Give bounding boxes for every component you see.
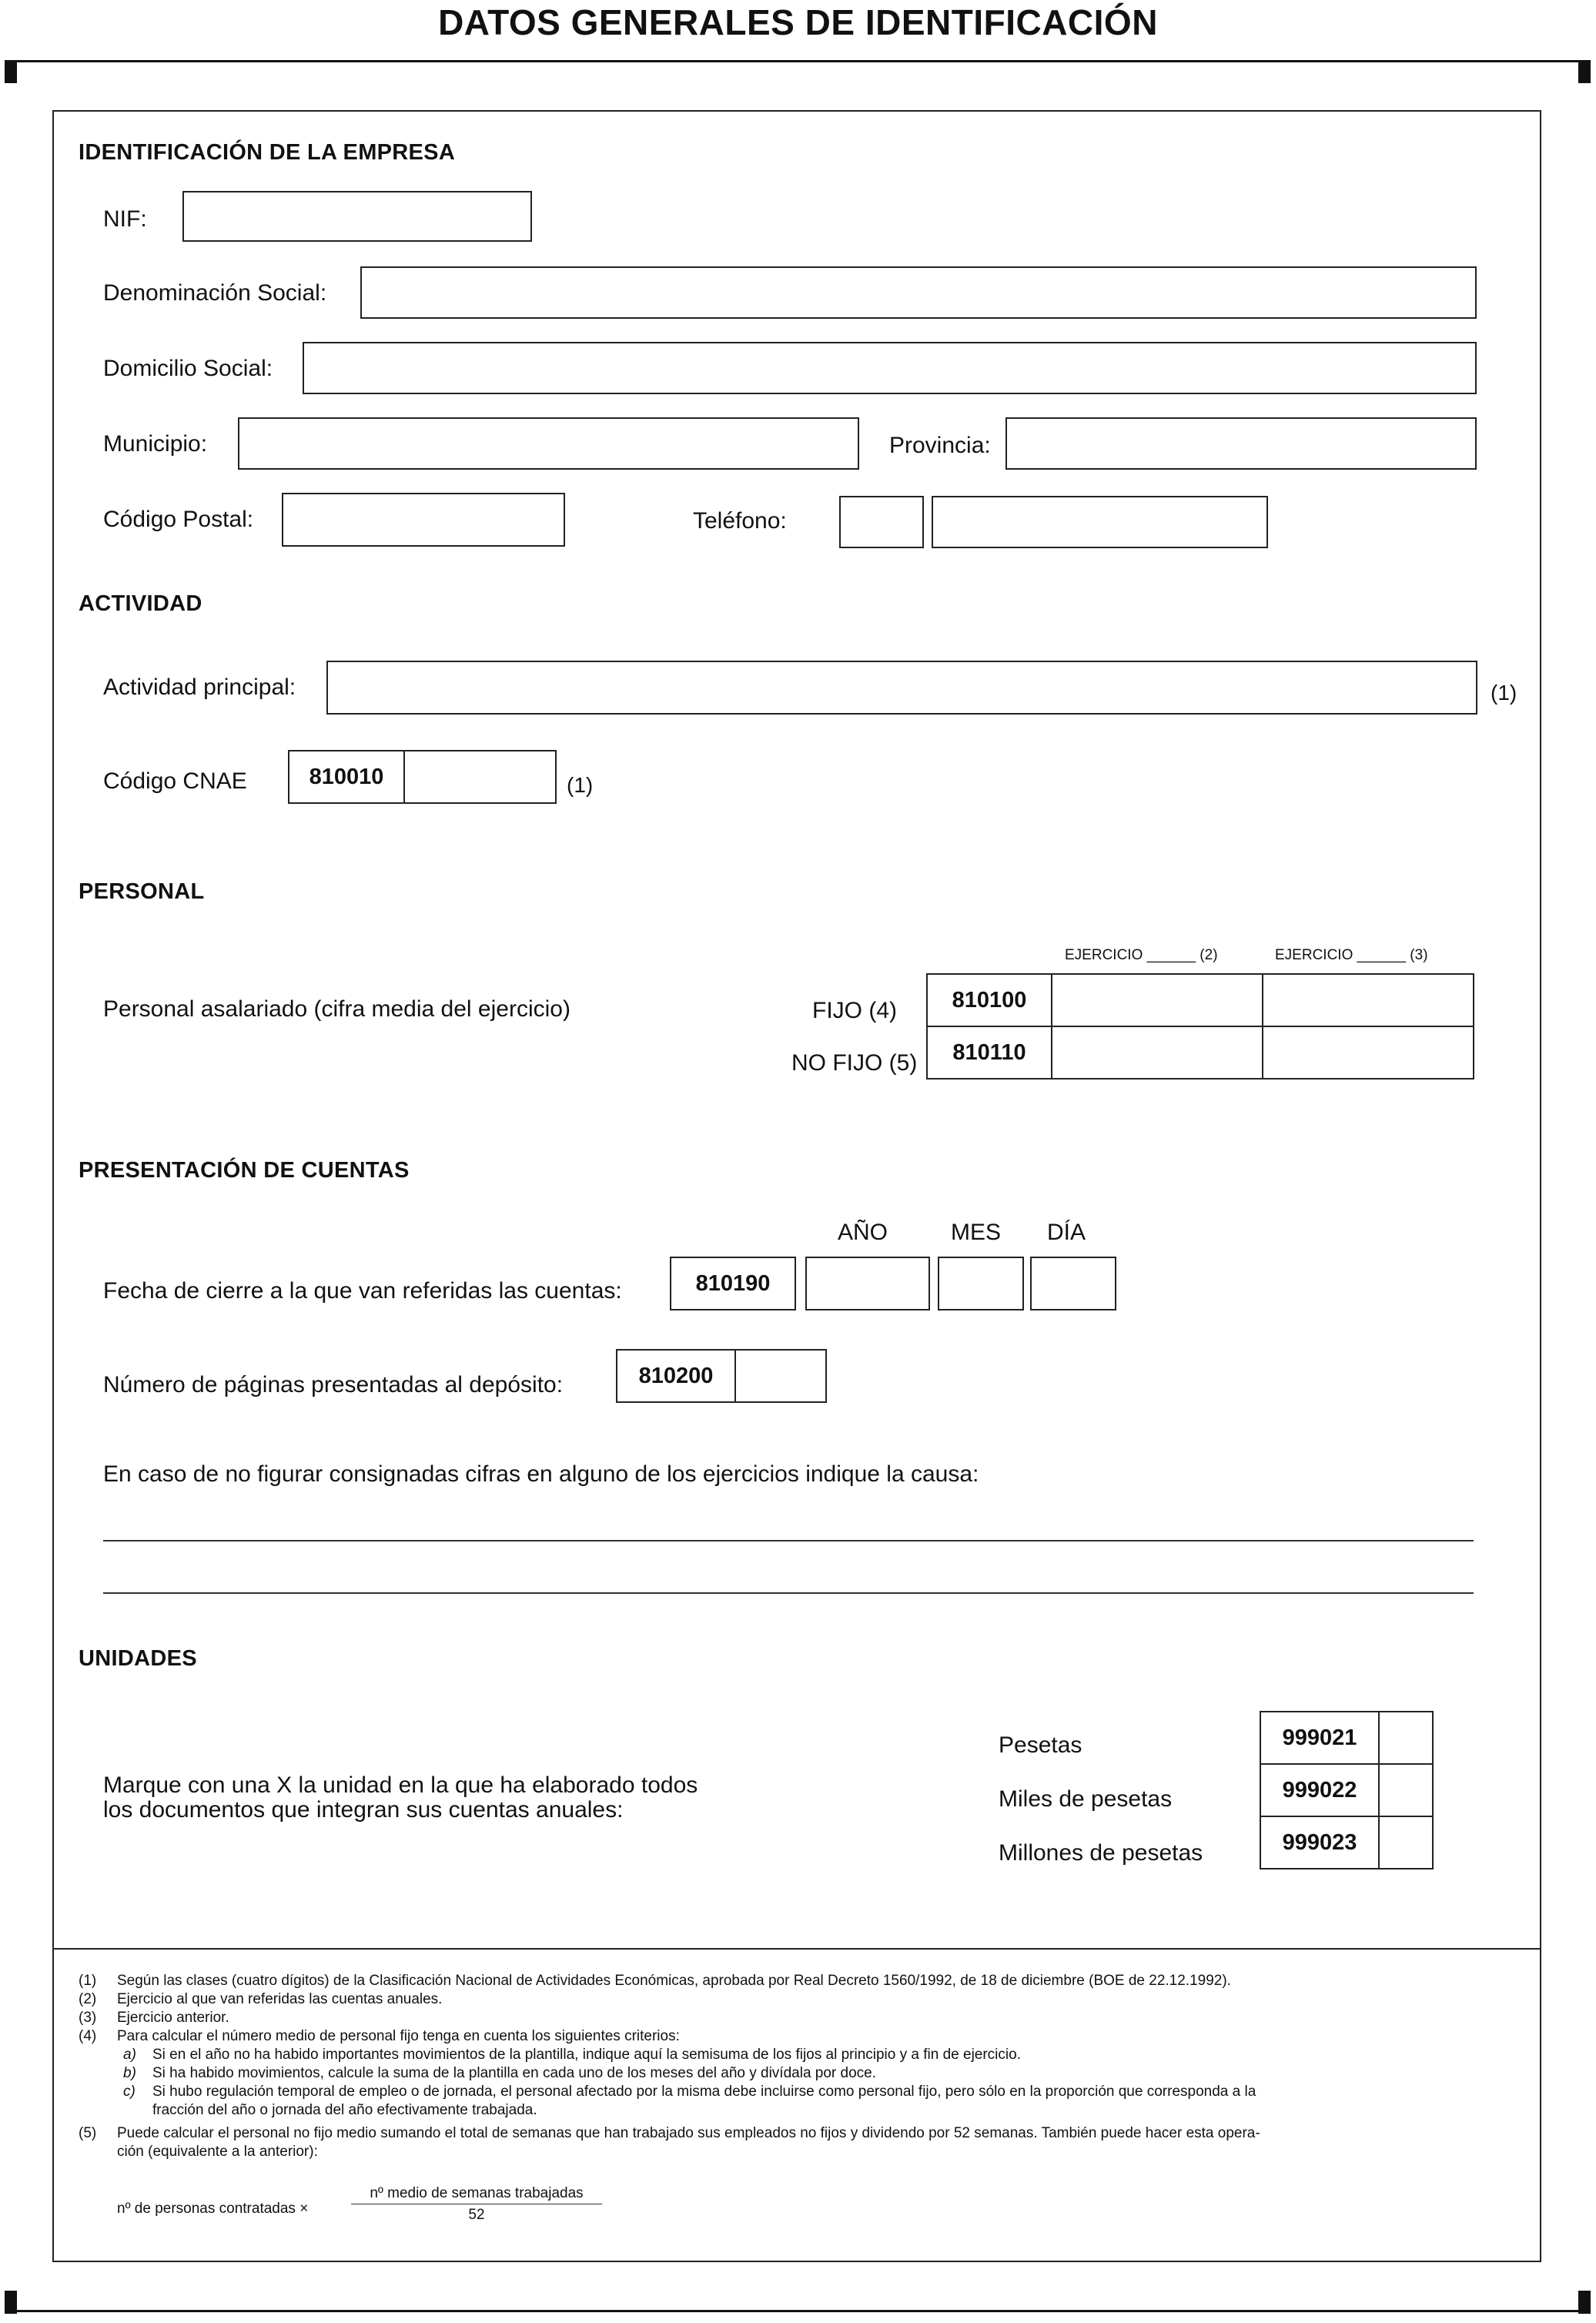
note-1-number: (1) [79,1973,97,1989]
fecha-cierre-label: Fecha de cierre a la que van referidas las cuentas: [103,1278,622,1304]
municipio-label: Municipio: [103,431,208,457]
corner-mark [5,2291,17,2314]
telefono-prefix-field[interactable] [839,496,924,548]
miles-label: Miles de pesetas [999,1786,1173,1812]
note-1-text: Según las clases (cuatro dígitos) de la Clasificación Nacional de Actividades Económicas, aprobada por Real Decreto 1560/1992, de 18 de diciembre (BOE de 22.12.1992). [117,1973,1231,1989]
fijo-label: FIJO (4) [812,998,897,1023]
note-4c-text-line-1: Si hubo regulación temporal de empleo o de jornada, el personal afectado por la misma debe incluirse como personal fijo, pero sólo en la proporción que corresponda a la [152,2084,1256,2100]
note-4b-text: Si ha habido movimientos, calcule la suma de la plantilla en cada uno de los meses del año y divídala por doce. [152,2065,877,2081]
corner-mark [1578,60,1591,83]
note-5-text-line-1: Puede calcular el personal no fijo medio sumando el total de semanas que han trabajado sus empleados no fijos y dividendo por 52 semanas. También puede hacer esta opera- [117,2125,1260,2141]
note-2-text: Ejercicio al que van referidas las cuentas anuales. [117,1991,443,2007]
telefono-label: Teléfono: [693,508,787,534]
codigo-postal-label: Código Postal: [103,507,254,532]
page-title: DATOS GENERALES DE IDENTIFICACIÓN [438,2,1158,42]
provincia-field[interactable] [1005,417,1477,470]
dia-header: DÍA [1047,1220,1086,1245]
fecha-mes-field[interactable] [938,1257,1024,1310]
provincia-label: Provincia: [889,433,991,458]
municipio-field[interactable] [238,417,859,470]
actividad-principal-field[interactable] [326,661,1477,715]
denominacion-label: Denominación Social: [103,280,327,306]
corner-mark [1578,2291,1591,2314]
millones-checkbox[interactable] [1378,1816,1434,1869]
nofijo-code: 810110 [926,1026,1052,1079]
note-4-text: Para calcular el número medio de personal fijo tenga en cuenta los siguientes criterios: [117,2028,680,2044]
formula-numerator: nº medio de semanas trabajadas [370,2185,584,2201]
note-3-number: (3) [79,2010,97,2026]
actividad-principal-label: Actividad principal: [103,674,296,700]
notes-divider [52,1948,1541,1950]
millones-label: Millones de pesetas [999,1840,1203,1866]
personal-asalariado-label: Personal asalariado (cifra media del ejercicio) [103,996,570,1022]
causa-line-1[interactable] [103,1540,1474,1541]
note-4c-text-line-2: fracción del año o jornada del año efectivamente trabajada. [152,2102,537,2118]
miles-checkbox[interactable] [1378,1763,1434,1817]
nofijo-label: NO FIJO (5) [791,1050,918,1076]
note-5-number: (5) [79,2125,97,2141]
cnae-label: Código CNAE [103,768,247,794]
section-heading-empresa: IDENTIFICACIÓN DE LA EMPRESA [79,140,456,165]
note-5-text-line-2: ción (equivalente a la anterior): [117,2144,318,2160]
causa-label: En caso de no figurar consignadas cifras en alguno de los ejercicios indique la causa: [103,1461,979,1487]
millones-code: 999023 [1260,1816,1380,1869]
section-heading-actividad: ACTIVIDAD [79,591,202,616]
codigo-postal-field[interactable] [282,493,565,547]
unidades-instruction-line-2: los documentos que integran sus cuentas anuales: [103,1797,624,1823]
fijo-code: 810100 [926,973,1052,1027]
note-3-text: Ejercicio anterior. [117,2010,229,2026]
pesetas-code: 999021 [1260,1711,1380,1765]
fecha-dia-field[interactable] [1030,1257,1116,1310]
telefono-number-field[interactable] [932,496,1268,548]
unidades-instruction-line-1: Marque con una X la unidad en la que ha elaborado todos [103,1772,698,1798]
section-heading-personal: PERSONAL [79,879,205,904]
numero-paginas-label: Número de páginas presentadas al depósito: [103,1372,564,1397]
cnae-note-ref: (1) [567,773,594,797]
numero-paginas-code: 810200 [616,1349,736,1403]
nofijo-ejercicio-anterior-field[interactable] [1262,1026,1474,1079]
formula-left: nº de personas contratadas × [117,2201,309,2217]
note-4a-letter: a) [123,2047,136,2063]
note-4b-letter: b) [123,2065,136,2081]
miles-code: 999022 [1260,1763,1380,1817]
note-4c-letter: c) [123,2084,136,2100]
numero-paginas-field[interactable] [734,1349,827,1403]
pesetas-label: Pesetas [999,1732,1082,1758]
causa-line-2[interactable] [103,1592,1474,1594]
note-2-number: (2) [79,1991,97,2007]
ejercicio-anterior-header: EJERCICIO ______ (3) [1275,947,1428,963]
note-4-number: (4) [79,2028,97,2044]
fijo-ejercicio-anterior-field[interactable] [1262,973,1474,1027]
formula-denominator: 52 [468,2207,485,2223]
mes-header: MES [951,1220,1002,1245]
anio-header: AÑO [838,1220,888,1245]
nofijo-ejercicio-actual-field[interactable] [1051,1026,1263,1079]
actividad-note-ref: (1) [1491,681,1517,705]
cnae-code: 810010 [288,750,405,804]
fecha-anio-field[interactable] [805,1257,930,1310]
pesetas-checkbox[interactable] [1378,1711,1434,1765]
corner-mark [5,60,17,83]
denominacion-field[interactable] [360,266,1477,319]
fecha-cierre-code: 810190 [670,1257,796,1310]
cnae-field[interactable] [403,750,557,804]
domicilio-label: Domicilio Social: [103,356,273,381]
section-heading-unidades: UNIDADES [79,1646,197,1671]
note-4a-text: Si en el año no ha habido importantes movimientos de la plantilla, indique aquí la semisuma de los fijos al principio y a fin de ejercicio. [152,2047,1021,2063]
nif-field[interactable] [182,191,532,242]
domicilio-field[interactable] [303,342,1477,394]
nif-label: NIF: [103,206,147,232]
section-heading-cuentas: PRESENTACIÓN DE CUENTAS [79,1158,410,1183]
fijo-ejercicio-actual-field[interactable] [1051,973,1263,1027]
ejercicio-actual-header: EJERCICIO ______ (2) [1065,947,1218,963]
